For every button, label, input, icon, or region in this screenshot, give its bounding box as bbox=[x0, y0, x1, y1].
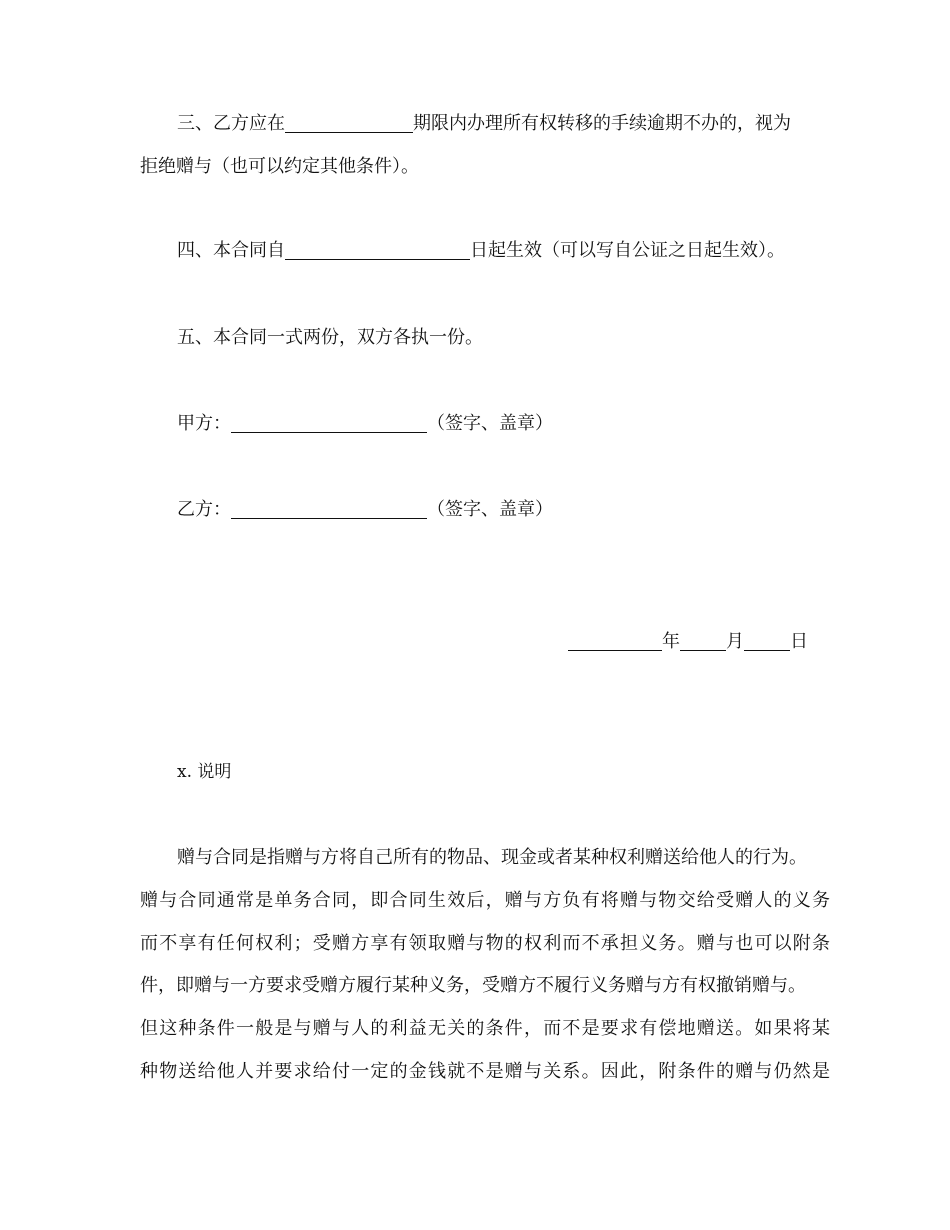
clause-3-after: 期限内办理所有权转移的手续逾期不办的，视为 bbox=[413, 113, 791, 134]
explanation-line-2: 赠与合同通常是单务合同，即合同生效后，赠与方负有将赠与物交给受赠人的义务 bbox=[140, 890, 830, 911]
party-b-blank[interactable] bbox=[231, 500, 427, 519]
clause-3-before: 三、乙方应在 bbox=[177, 113, 285, 134]
explanation-line-3: 而不享有任何权利；受赠方享有领取赠与物的权利而不承担义务。赠与也可以附条 bbox=[140, 933, 830, 954]
party-a-label: 甲方： bbox=[177, 413, 231, 434]
party-a-note: （签字、盖章） bbox=[427, 413, 553, 434]
date-line bbox=[568, 630, 808, 654]
party-b-note: （签字、盖章） bbox=[427, 499, 553, 520]
day-blank[interactable] bbox=[744, 632, 790, 651]
month-label: 月 bbox=[726, 631, 744, 652]
explanation-heading: x. 说明 bbox=[177, 762, 232, 782]
explanation-line-4: 件，即赠与一方要求受赠方履行某种义务，受赠方不履行义务赠与方有权撤销赠与。 bbox=[140, 975, 806, 996]
clause-3-line-2: 拒绝赠与（也可以约定其他条件）。 bbox=[140, 156, 419, 177]
party-a-blank[interactable] bbox=[231, 414, 427, 433]
party-a-signature bbox=[177, 412, 553, 436]
explanation-line-6: 种物送给他人并要求给付一定的金钱就不是赠与关系。因此，附条件的赠与仍然是 bbox=[140, 1061, 830, 1082]
clause-3-line-1 bbox=[177, 112, 791, 136]
explanation-line-5: 但这种条件一般是与赠与人的利益无关的条件，而不是要求有偿地赠送。如果将某 bbox=[140, 1018, 830, 1039]
clause-4-after: 日起生效（可以写自公证之日起生效）。 bbox=[470, 240, 785, 261]
clause-5: 五、本合同一式两份，双方各执一份。 bbox=[177, 327, 483, 348]
clause-4-before: 四、本合同自 bbox=[177, 240, 285, 261]
party-b-label: 乙方： bbox=[177, 499, 231, 520]
year-label: 年 bbox=[662, 631, 680, 652]
year-blank[interactable] bbox=[568, 632, 662, 651]
clause-4-blank[interactable] bbox=[285, 241, 470, 260]
month-blank[interactable] bbox=[680, 632, 726, 651]
clause-4 bbox=[177, 239, 785, 263]
party-b-signature bbox=[177, 498, 553, 522]
explanation-line-1: 赠与合同是指赠与方将自己所有的物品、现金或者某种权利赠送给他人的行为。 bbox=[177, 847, 807, 868]
clause-3-blank[interactable] bbox=[285, 114, 413, 133]
day-label: 日 bbox=[790, 631, 808, 652]
